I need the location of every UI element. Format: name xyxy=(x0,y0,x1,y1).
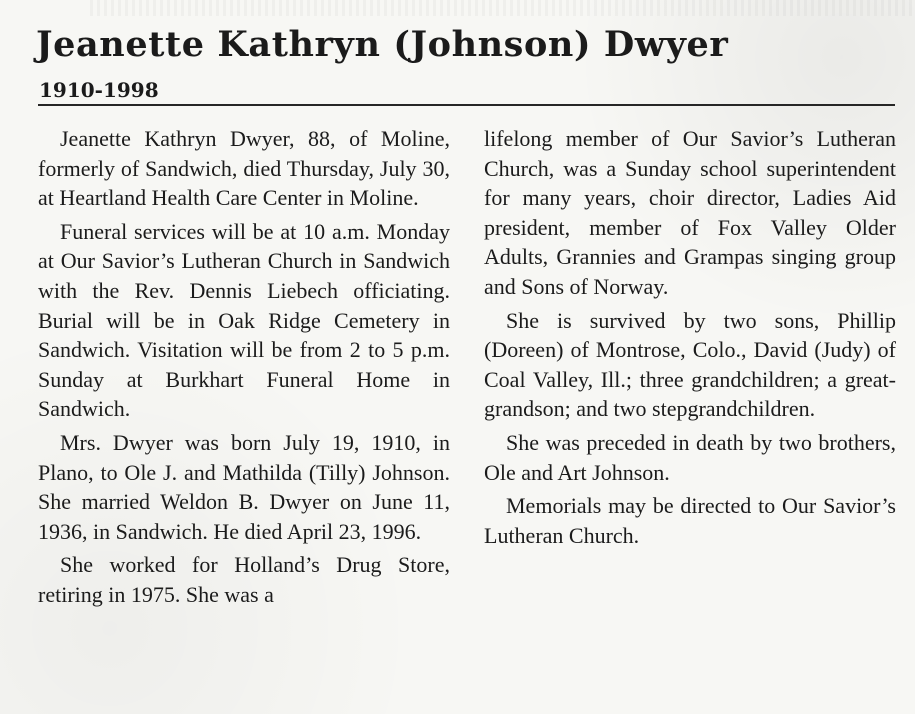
left-text-column xyxy=(38,124,450,614)
memorials-paragraph: Memorials may be directed to Our Savior’s Lutheran Church. xyxy=(484,493,896,548)
headline-rule xyxy=(38,104,895,106)
bleed-through-texture xyxy=(90,0,915,16)
obituary-headline: Jeanette Kathryn (Johnson) Dwyer xyxy=(36,24,729,65)
funeral-services-paragraph: Funeral services will be at 10 a.m. Monday at Our Savior’s Lutheran Church in Sandwich with the Rev. Dennis Liebech officiating. Burial will be in Oak Ridge Cemetery in Sandwich. Visitation will be from 2 to 5 p.m. Sunday at Burkhart Funeral Home in Sandwich. xyxy=(38,218,450,422)
life-years: 1910-1998 xyxy=(39,78,159,102)
preceded-paragraph: She was preceded in death by two brothers, Ole and Art Johnson. xyxy=(484,429,896,485)
church-membership-paragraph: lifelong member of Our Savior’s Lutheran Church, was a Sunday school superintendent for many years, choir director, Ladies Aid president, member of Fox Valley Older Adults, Grannies and Grampas singing group and Sons of Norway. xyxy=(484,126,896,299)
survivors-paragraph: She is survived by two sons, Phillip (Doreen) of Montrose, Colo., David (Judy) of Coal Valley, Ill.; three grandchildren; a great-grandson; and two stepgrandchildren. xyxy=(484,307,896,422)
birth-marriage-paragraph: Mrs. Dwyer was born July 19, 1910, in Plano, to Ole J. and Mathilda (Tilly) Johnson. She married Weldon B. Dwyer on June 11, 1936, in Sandwich. He died April 23, 1996. xyxy=(38,429,450,544)
death-notice-paragraph: Jeanette Kathryn Dwyer, 88, of Moline, formerly of Sandwich, died Thursday, July 30, at Heartland Health Care Center in Moline. xyxy=(38,126,450,211)
right-text-column xyxy=(484,124,896,554)
work-paragraph: She worked for Holland’s Drug Store, retiring in 1975. She was a xyxy=(38,552,450,607)
